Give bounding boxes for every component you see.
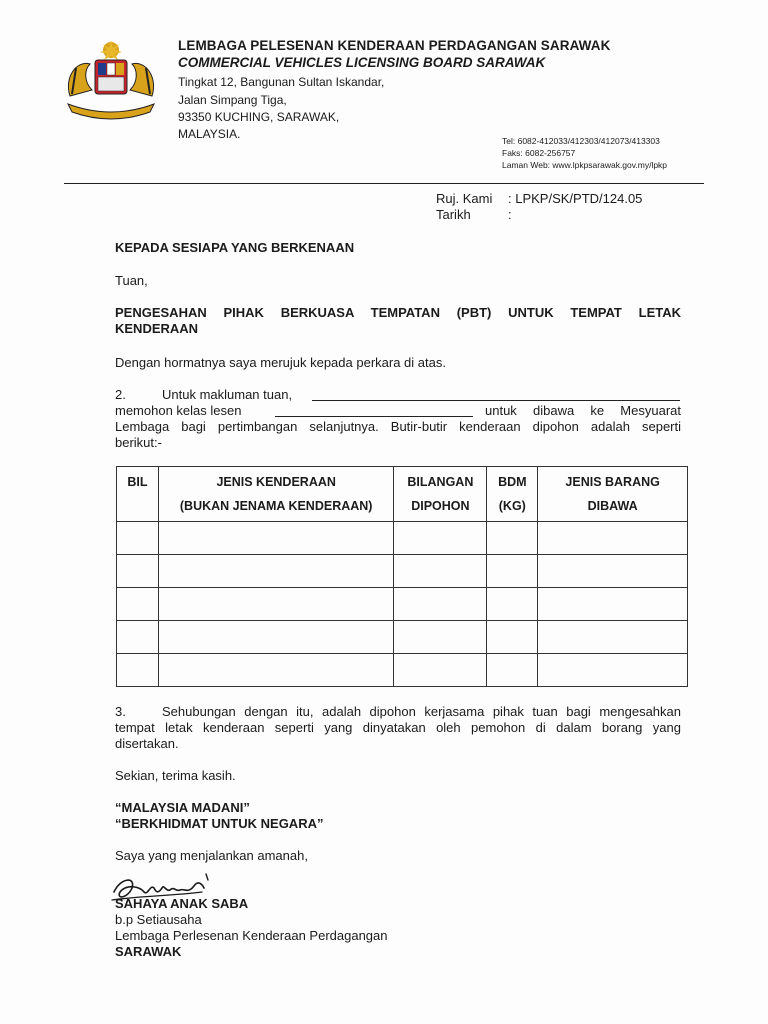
coat-of-arms-icon	[62, 38, 160, 122]
para-3-number: 3.	[115, 704, 126, 719]
para-2-text: Lembaga bagi pertimbangan selanjutnya. Butir-butir kenderaan dipohon adalah seperti	[115, 419, 681, 434]
contact-website: Laman Web: www.lpkpsarawak.gov.my/lpkp	[502, 160, 668, 170]
org-name-malay: LEMBAGA PELESENAN KENDERAAN PERDAGANGAN SARAWAK	[178, 38, 611, 53]
address-line: 93350 KUCHING, SARAWAK,	[178, 110, 340, 124]
signatory-name: SAHAYA ANAK SABA	[115, 896, 249, 911]
date-label: Tarikh	[436, 207, 471, 222]
paragraph-1: Dengan hormatnya saya merujuk kepada perkara di atas.	[115, 355, 446, 370]
license-class-blank	[275, 404, 473, 417]
motto: “MALAYSIA MADANI”	[115, 800, 250, 815]
addressee: KEPADA SESIAPA YANG BERKENAAN	[115, 240, 355, 255]
para-2-text: untuk dibawa ke Mesyuarat	[485, 403, 681, 418]
column-header: BIL	[117, 467, 159, 522]
subject-line: PENGESAHAN PIHAK BERKUASA TEMPATAN (PBT) UNTUK TEMPAT LETAK	[115, 305, 681, 320]
header-divider	[64, 183, 704, 184]
column-header: JENIS BARANG DIBAWA	[538, 467, 688, 522]
salutation: Tuan,	[115, 273, 148, 288]
vehicle-details-table	[116, 466, 688, 687]
para-3-text: tempat letak kenderaan seperti yang dinyatakan oleh pemohon di dalam borang yang	[115, 720, 681, 735]
signatory-title: b.p Setiausaha	[115, 912, 202, 927]
date-value: :	[508, 207, 512, 222]
signatory-org: Lembaga Perlesenan Kenderaan Perdagangan	[115, 928, 388, 943]
subject-line: KENDERAAN	[115, 321, 199, 336]
table-header-row	[117, 467, 688, 522]
para-2-text: memohon kelas lesen	[115, 403, 242, 418]
address-line: Jalan Simpang Tiga,	[178, 93, 287, 107]
para-3-text: Sehubungan dengan itu, adalah dipohon kerjasama pihak tuan bagi mengesahkan	[162, 704, 681, 719]
trust-line: Saya yang menjalankan amanah,	[115, 848, 308, 863]
table-row	[117, 654, 688, 687]
signatory-org-state: SARAWAK	[115, 944, 182, 959]
applicant-name-blank	[312, 388, 680, 401]
org-name-english: COMMERCIAL VEHICLES LICENSING BOARD SARAWAK	[178, 55, 546, 70]
reference-label: Ruj. Kami	[436, 191, 493, 206]
contact-phone: Tel: 6082-412033/412303/412073/413303	[502, 136, 660, 146]
contact-fax: Faks: 6082-256757	[502, 148, 576, 158]
para-2-intro: Untuk makluman tuan,	[162, 387, 293, 402]
para-2-text: berikut:-	[115, 435, 162, 450]
para-3-text: disertakan.	[115, 736, 179, 751]
address-line: MALAYSIA.	[178, 127, 241, 141]
table-row	[117, 555, 688, 588]
para-2-number: 2.	[115, 387, 126, 402]
closing: Sekian, terima kasih.	[115, 768, 236, 783]
address-line: Tingkat 12, Bangunan Sultan Iskandar,	[178, 75, 385, 89]
column-header: BILANGAN DIPOHON	[394, 467, 487, 522]
column-header: BDM (KG)	[487, 467, 538, 522]
reference-value: : LPKP/SK/PTD/124.05	[508, 191, 643, 206]
table-row	[117, 522, 688, 555]
table-row	[117, 621, 688, 654]
column-header: JENIS KENDERAAN (BUKAN JENAMA KENDERAAN)	[158, 467, 393, 522]
motto: “BERKHIDMAT UNTUK NEGARA”	[115, 816, 324, 831]
table-row	[117, 588, 688, 621]
